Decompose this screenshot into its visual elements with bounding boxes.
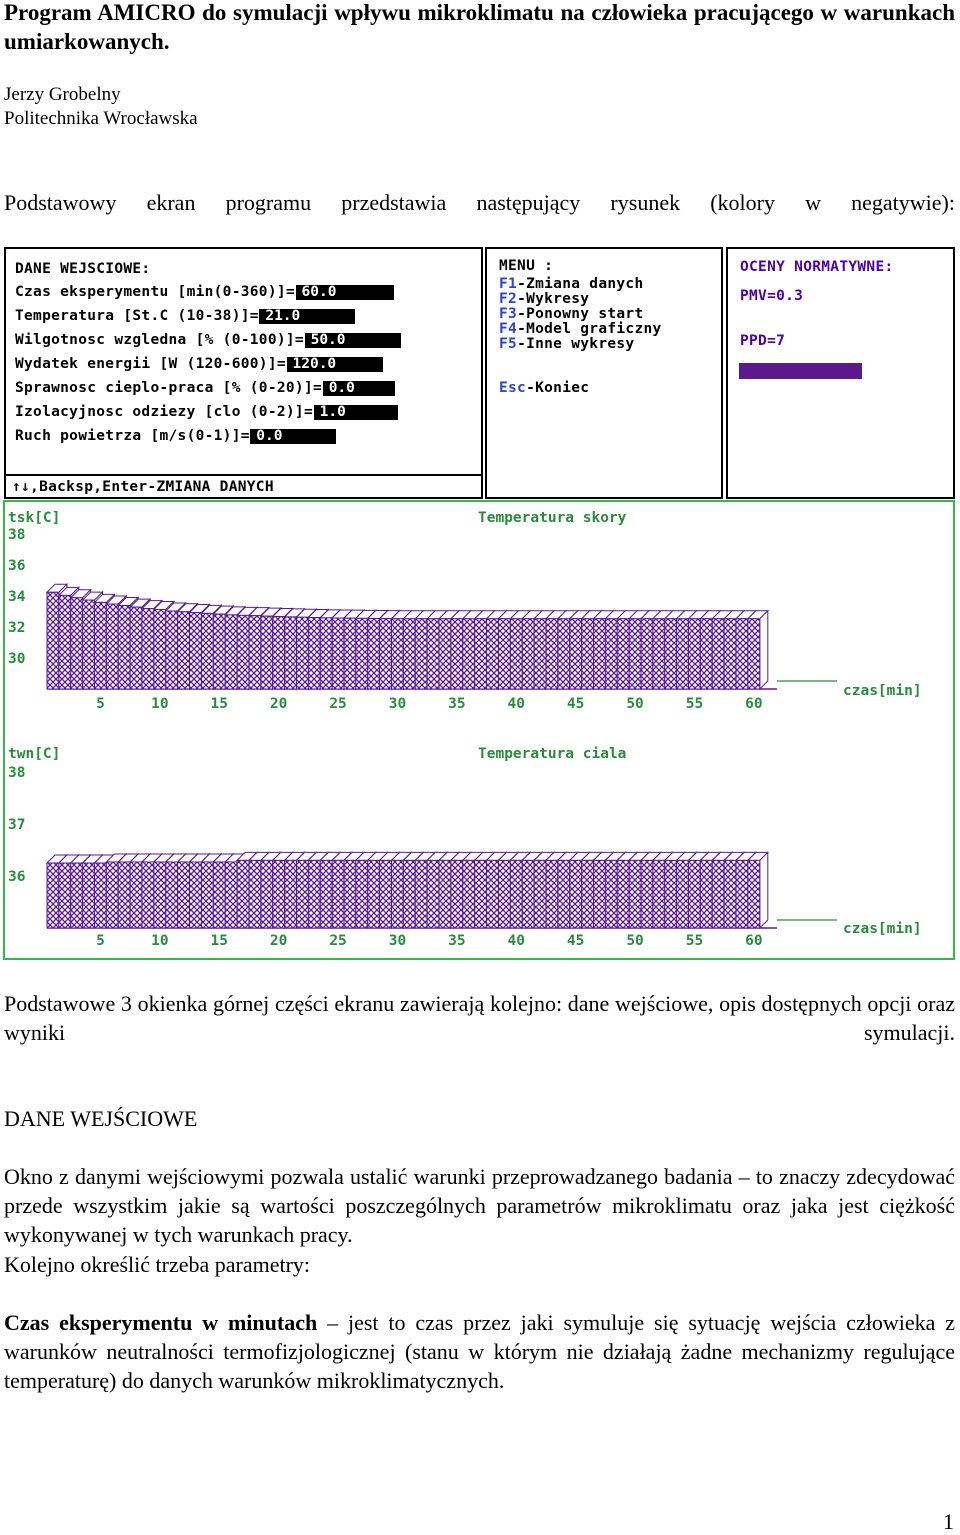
y-tick-label: 37 — [8, 817, 26, 833]
author-affiliation: Politechnika Wrocławska — [4, 108, 198, 129]
input-field-value[interactable]: 120.0 — [287, 357, 383, 372]
y-axis-label: tsk[C] — [8, 510, 61, 526]
input-panel-footer: ↑↓,Backsp,Enter-ZMIANA DANYCH — [12, 479, 274, 495]
chart-bar — [748, 611, 768, 689]
x-tick-label: 50 — [626, 933, 644, 949]
menu-item-f4[interactable] — [499, 321, 662, 337]
menu-item-f1[interactable] — [499, 276, 643, 292]
x-axis-label: czas[min] — [843, 683, 922, 699]
ppd-indicator-bar — [739, 363, 862, 379]
document-title: Program AMICRO do symulacji wpływu mikroklimatu na człowieka pracującego w warunkach umiarkowanych. — [4, 0, 955, 54]
menu-label: -Model graficzny — [517, 321, 662, 337]
input-field-label: Izolacyjnosc odziezy [clo (0-2)]= — [15, 404, 313, 420]
y-tick-label: 36 — [8, 558, 26, 574]
x-tick-label: 15 — [210, 933, 228, 949]
x-tick-label: 25 — [329, 696, 347, 712]
menu-item-f2[interactable] — [499, 291, 589, 307]
ppd-value: PPD=7 — [740, 333, 786, 349]
x-tick-label: 10 — [151, 696, 169, 712]
y-tick-label: 34 — [8, 589, 26, 605]
x-tick-label: 40 — [507, 933, 525, 949]
x-tick-label: 60 — [745, 696, 763, 712]
chart-title: Temperatura ciala — [478, 746, 627, 762]
input-field-value[interactable]: 0.0 — [250, 429, 336, 444]
section-paragraph-2: Kolejno określić trzeba parametry: — [4, 1252, 311, 1277]
input-panel-divider — [6, 474, 481, 476]
input-field-label: Czas eksperymentu [min(0-360)]= — [15, 284, 295, 300]
x-tick-label: 10 — [151, 933, 169, 949]
pmv-value: PMV=0.3 — [740, 288, 804, 304]
section-paragraph-1: Okno z danymi wejściowymi pozwala ustalić warunki przeprowadzanego badania – to znaczy zdecydować przede wszystkim jakie są wartości poszczególnych parametrów mikroklimatu oraz jaka jest ciężkość wykonywanej w tych warunkach pracy. — [4, 1164, 955, 1247]
section-heading: DANE WEJŚCIOWE — [4, 1106, 198, 1131]
x-tick-label: 45 — [566, 696, 585, 712]
body-temperature-chart — [8, 746, 922, 949]
chart-title: Temperatura skory — [478, 510, 627, 526]
y-tick-label: 38 — [8, 765, 26, 781]
x-tick-label: 35 — [448, 696, 466, 712]
input-field-value[interactable]: 0.0 — [323, 381, 395, 396]
menu-panel — [485, 247, 723, 499]
chart-bar — [748, 852, 768, 928]
input-panel-header: DANE WEJSCIOWE: — [15, 261, 151, 277]
charts-svg — [5, 502, 953, 958]
charts-area — [3, 500, 955, 960]
y-tick-label: 38 — [8, 527, 26, 543]
x-tick-label: 30 — [388, 696, 407, 712]
x-tick-label: 50 — [626, 696, 644, 712]
x-tick-label: 55 — [685, 933, 704, 949]
x-axis-label: czas[min] — [843, 921, 922, 937]
x-tick-label: 30 — [388, 933, 407, 949]
menu-item-exit[interactable] — [499, 380, 589, 396]
input-field-value[interactable]: 21.0 — [259, 309, 355, 324]
input-field-value[interactable]: 1.0 — [314, 405, 398, 420]
input-field-label: Temperatura [St.C (10-38)]= — [15, 308, 259, 324]
author-name: Jerzy Grobelny — [4, 84, 121, 105]
menu-label: -Inne wykresy — [517, 336, 635, 352]
x-tick-label: 25 — [329, 933, 347, 949]
x-tick-label: 5 — [96, 933, 105, 949]
menu-key: F1 — [499, 276, 518, 292]
x-tick-label: 35 — [448, 933, 466, 949]
term-bold: Czas eksperymentu w minutach — [4, 1310, 318, 1335]
x-tick-label: 5 — [96, 696, 105, 712]
menu-key: F4 — [499, 321, 518, 337]
input-field-value[interactable]: 60.0 — [296, 285, 394, 300]
x-tick-label: 60 — [745, 933, 763, 949]
skin-temperature-chart — [8, 510, 922, 712]
menu-key: F2 — [499, 291, 518, 307]
x-tick-label: 20 — [269, 696, 288, 712]
x-tick-label: 20 — [269, 933, 288, 949]
input-field-label: Wilgotnosc wzgledna [% (0-100)]= — [15, 332, 304, 348]
intro-paragraph: Podstawowy ekran programu przedstawia następujący rysunek (kolory w negatywie): — [4, 190, 955, 215]
input-field-value[interactable]: 50.0 — [305, 333, 401, 348]
menu-item-f3[interactable] — [499, 306, 643, 322]
x-tick-label: 45 — [566, 933, 585, 949]
input-data-panel — [4, 247, 483, 499]
input-field-label: Wydatek energii [W (120-600)]= — [15, 356, 286, 372]
y-tick-label: 32 — [8, 620, 26, 636]
x-tick-label: 15 — [210, 696, 228, 712]
term-paragraph — [4, 1308, 955, 1395]
input-field-label: Ruch powietrza [m/s(0-1)]= — [15, 428, 250, 444]
menu-key: F5 — [499, 336, 518, 352]
x-tick-label: 55 — [685, 696, 704, 712]
menu-key: F3 — [499, 306, 518, 322]
author-block — [4, 83, 955, 131]
input-field-label: Sprawnosc cieplo-praca [% (0-20)]= — [15, 380, 323, 396]
term-description: – jest to czas przez jaki symuluje się sytuację wejścia człowieka z warunków neutralności termofizjologicznej (stanu w którym nie działają żadne mechanizmy regulujące temperaturę) do danych warunków mikroklimatycznych. — [4, 1310, 955, 1393]
menu-key: Esc — [499, 380, 527, 396]
after-screen-text: Podstawowe 3 okienka górnej części ekranu zawierają kolejno: dane wejściowe, opis dostępnych opcji oraz wyniki symulacji. — [4, 991, 955, 1045]
y-tick-label: 30 — [8, 651, 26, 667]
after-screen-paragraph — [4, 989, 955, 1047]
menu-header: MENU : — [499, 258, 554, 274]
results-panel — [726, 247, 955, 499]
menu-label: -Koniec — [526, 380, 590, 396]
menu-label: -Ponowny start — [517, 306, 644, 322]
y-axis-label: twn[C] — [8, 746, 61, 762]
menu-item-f5[interactable] — [499, 336, 634, 352]
x-tick-label: 40 — [507, 696, 525, 712]
results-header: OCENY NORMATYWNE: — [740, 259, 894, 275]
menu-label: -Wykresy — [517, 291, 590, 307]
page-number: 1 — [943, 1509, 954, 1534]
menu-label: -Zmiana danych — [517, 276, 644, 292]
y-tick-label: 36 — [8, 869, 26, 885]
